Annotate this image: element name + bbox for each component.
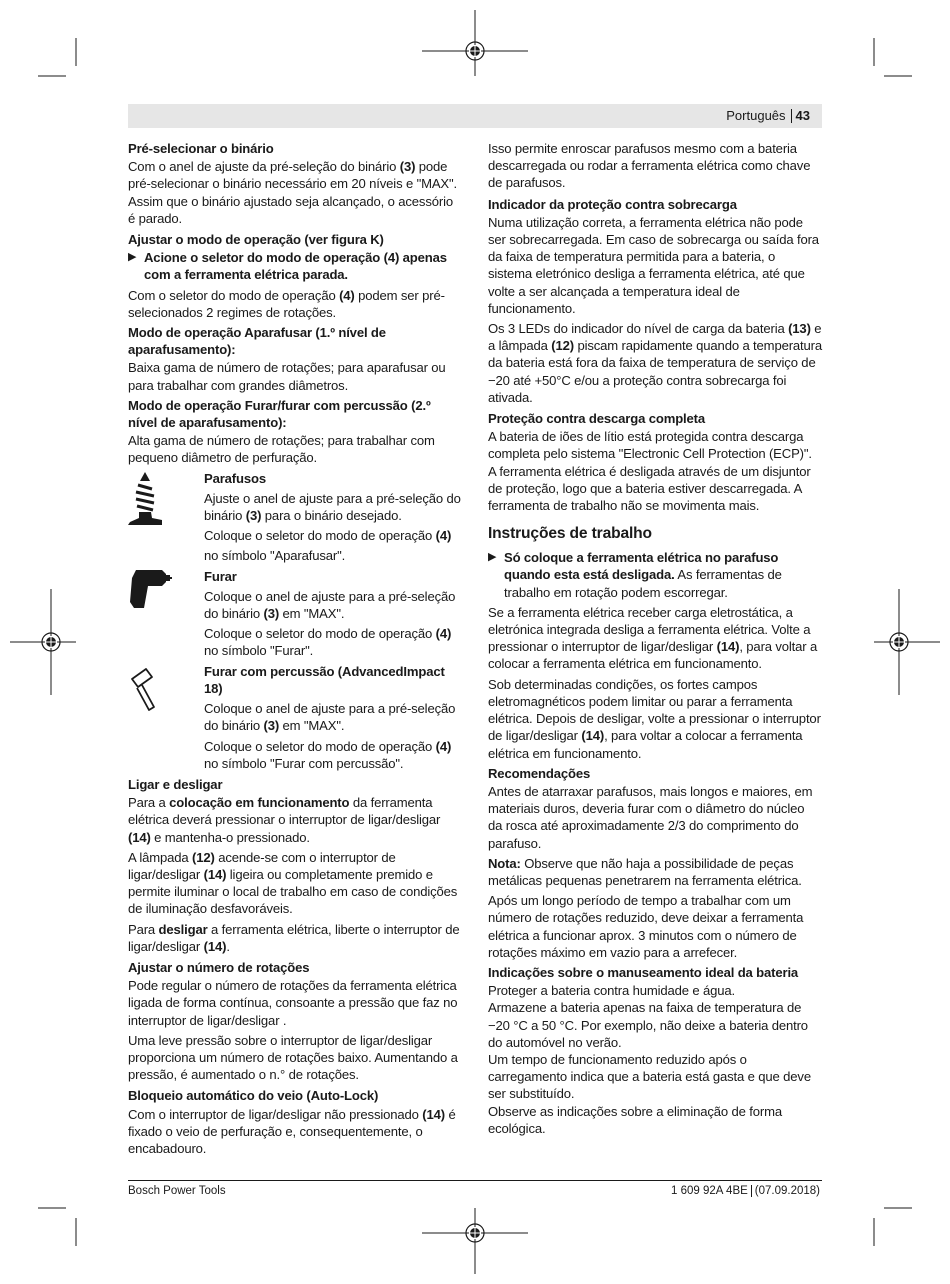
paragraph: Isso permite enroscar parafusos mesmo com a bateria descarregada ou rodar a ferramenta elétrica como chave de parafusos. bbox=[488, 141, 811, 191]
mode-drill bbox=[128, 568, 461, 660]
instruction-item bbox=[128, 249, 461, 283]
instruction-text: Acione o seletor do modo de operação (4) apenas com a ferramenta elétrica parada. bbox=[144, 250, 447, 283]
footer-brand: Bosch Power Tools bbox=[128, 1185, 226, 1197]
paragraph: Antes de atarraxar parafusos, mais longos e maiores, em materiais duros, deveria furar com o diâmetro do núcleo da rosca até aproximadamente 2/3 do comprimento do parafuso. bbox=[488, 783, 813, 851]
heading-torque-preselect: Pré-selecionar o binário bbox=[128, 141, 274, 156]
paragraph: Coloque o anel de ajuste para a pré-seleção do binário (3) em "MAX". bbox=[204, 588, 456, 622]
paragraph: Nota: Observe que não haja a possibilidade de peças metálicas pequenas penetrarem na ferramenta elétrica. bbox=[488, 855, 802, 888]
heading-on-off: Ligar e desligar bbox=[128, 776, 223, 792]
mode-screw bbox=[128, 470, 461, 565]
screw-icon bbox=[128, 472, 172, 530]
paragraph: Com o interruptor de ligar/desligar não pressionado (14) é fixado o veio de perfuração e, consequentemente, o encabadouro. bbox=[128, 1106, 456, 1156]
footer-rule bbox=[128, 1180, 822, 1181]
heading-tips: Recomendações bbox=[488, 765, 591, 781]
paragraph: Pode regular o número de rotações da ferramenta elétrica ligada de forma contínua, consoante a pressão que faz no interruptor de ligar/desligar . bbox=[128, 978, 458, 1028]
right-column bbox=[488, 140, 822, 1137]
footer-separator bbox=[751, 1185, 752, 1197]
paragraph: Baixa gama de número de rotações; para aparafusar ou para trabalhar com grandes diâmetros. bbox=[128, 360, 446, 393]
paragraph: Coloque o anel de ajuste para a pré-seleção do binário (3) em "MAX". bbox=[204, 701, 456, 734]
paragraph: Sob determinadas condições, os fortes campos eletromagnéticos podem limitar ou parar a ferramenta elétrica. Depois de desligar, volte a pressionar o interruptor de ligar/desligar (14), para voltar a colocar a ferramenta elétrica em funcionamento. bbox=[488, 676, 821, 761]
heading-deep-discharge: Proteção contra descarga completa bbox=[488, 411, 705, 427]
page-header bbox=[128, 104, 822, 128]
footer-doc-number: 1 609 92A 4BE bbox=[671, 1185, 748, 1197]
mode-screw-title: Parafusos bbox=[204, 470, 266, 486]
paragraph: Se a ferramenta elétrica receber carga eletrostática, a eletrónica integrada desliga a ferramenta elétrica. Volte a pressionar o interruptor de ligar/desligar (14), para voltar a colocar a ferramenta elétrica em funcionamento. bbox=[488, 604, 818, 672]
paragraph: Para desligar a ferramenta elétrica, liberte o interruptor de ligar/desligar (14). bbox=[128, 921, 460, 954]
paragraph: Um tempo de funcionamento reduzido após o carregamento indica que a bateria está gasta e que deve ser substituído. bbox=[488, 1051, 811, 1102]
instruction-text: Só coloque a ferramenta elétrica no parafuso quando esta está desligada. As ferramentas de trabalho em rotação podem escorregar. bbox=[504, 550, 782, 600]
heading-battery-handling: Indicações sobre o manuseamento ideal da bateria bbox=[488, 964, 799, 980]
paragraph: Ajuste o anel de ajuste para a pré-seleção do binário (3) para o binário desejado. bbox=[204, 490, 461, 524]
paragraph: Uma leve pressão sobre o interruptor de ligar/desligar proporciona um número de rotações baixo. Aumentando a pressão, é aumentado o n.° de rotações. bbox=[128, 1032, 458, 1083]
header-language: Português bbox=[726, 108, 786, 123]
paragraph: Após um longo período de tempo a trabalhar com um número de rotações reduzido, deve deixar a ferramenta elétrica a funcionar aprox. 3 minutos com o número de rotações máximo em vazio para a arrefecer. bbox=[488, 893, 804, 960]
left-column bbox=[128, 140, 461, 1160]
heading-overload: Indicador da proteção contra sobrecarga bbox=[488, 196, 737, 212]
paragraph: Para a colocação em funcionamento da ferramenta elétrica deverá pressionar o interruptor de ligar/desligar (14) e mantenha-o pressionado. bbox=[128, 795, 441, 845]
heading-screw-mode: Modo de operação Aparafusar (1.º nível de aparafusamento): bbox=[128, 325, 386, 358]
footer-date: (07.09.2018) bbox=[754, 1185, 820, 1197]
arrow-icon: ▶ bbox=[128, 251, 137, 264]
heading-auto-lock: Bloqueio automático do veio (Auto-Lock) bbox=[128, 1088, 379, 1104]
paragraph: Com o seletor do modo de operação (4) podem ser pré-selecionados 2 regimes de rotações. bbox=[128, 287, 445, 320]
heading-operating-mode: Ajustar o modo de operação (ver figura K) bbox=[128, 232, 384, 248]
paragraph: Alta gama de número de rotações; para trabalhar com pequeno diâmetro de perfuração. bbox=[128, 433, 435, 466]
paragraph: Com o anel de ajuste da pré-seleção do binário (3) pode pré-selecionar o binário necessário em 20 níveis e "MAX". Assim que o binário ajustado seja alcançado, o acessório é parado. bbox=[128, 159, 457, 226]
heading-speed: Ajustar o número de rotações bbox=[128, 959, 310, 975]
header-separator bbox=[791, 109, 792, 123]
arrow-icon: ▶ bbox=[488, 551, 497, 564]
paragraph: A lâmpada (12) acende-se com o interruptor de ligar/desligar (14) ligeira ou completamente premido e permite iluminar o local de trabalho em caso de condições de iluminação desfavoráveis. bbox=[128, 849, 458, 917]
paragraph: Coloque o seletor do modo de operação (4) no símbolo "Furar com percussão". bbox=[204, 738, 452, 771]
paragraph: Coloque o seletor do modo de operação (4) bbox=[204, 528, 452, 544]
paragraph: Numa utilização correta, a ferramenta elétrica não pode ser sobrecarregada. Em caso de sobrecarga ou saída fora da faixa de temperatura permitida para a bateria, o sistema eletrónico desliga a ferramenta elétrica, até que volte a ser alcançada a temperatura ideal de funcionamento. bbox=[488, 214, 819, 316]
drill-icon bbox=[128, 568, 172, 626]
heading-working-advice: Instruções de trabalho bbox=[488, 525, 652, 543]
mode-impact-title: Furar com percussão (AdvancedImpact 18) bbox=[204, 663, 445, 696]
footer-doc-info bbox=[671, 1184, 820, 1198]
paragraph: Armazene a bateria apenas na faixa de temperatura de −20 °C a 50 °C. Por exemplo, não deixe a bateria dentro do automóvel no verão. bbox=[488, 1000, 808, 1050]
paragraph: no símbolo "Aparafusar". bbox=[204, 548, 346, 564]
paragraph: Os 3 LEDs do indicador do nível de carga da bateria (13) e a lâmpada (12) piscam rapidamente quando a temperatura da bateria está fora da faixa de temperatura de serviço de −20 até +50°C e/ou a proteção contra sobrecarga foi ativada. bbox=[488, 321, 823, 405]
paragraph: A bateria de iões de lítio está protegida contra descarga completa pelo sistema "Electronic Cell Protection (ECP)". A ferramenta elétrica é desligada através de um disjuntor de proteção, logo que a bateria estiver descarregada. A ferramenta de trabalho não se movimenta mais. bbox=[488, 429, 812, 514]
paragraph: Observe as indicações sobre a eliminação de forma ecológica. bbox=[488, 1103, 782, 1136]
paragraph: Proteger a bateria contra humidade e água. bbox=[488, 983, 736, 999]
hammer-icon bbox=[128, 665, 172, 723]
header-label bbox=[726, 108, 810, 124]
instruction-item bbox=[488, 549, 822, 601]
page-number: 43 bbox=[795, 108, 810, 123]
heading-drill-mode: Modo de operação Furar/furar com percussão (2.º nível de aparafusamento): bbox=[128, 397, 431, 431]
mode-impact-drill bbox=[128, 663, 461, 772]
paragraph: Coloque o seletor do modo de operação (4) no símbolo "Furar". bbox=[204, 626, 452, 659]
mode-drill-title: Furar bbox=[204, 568, 237, 584]
